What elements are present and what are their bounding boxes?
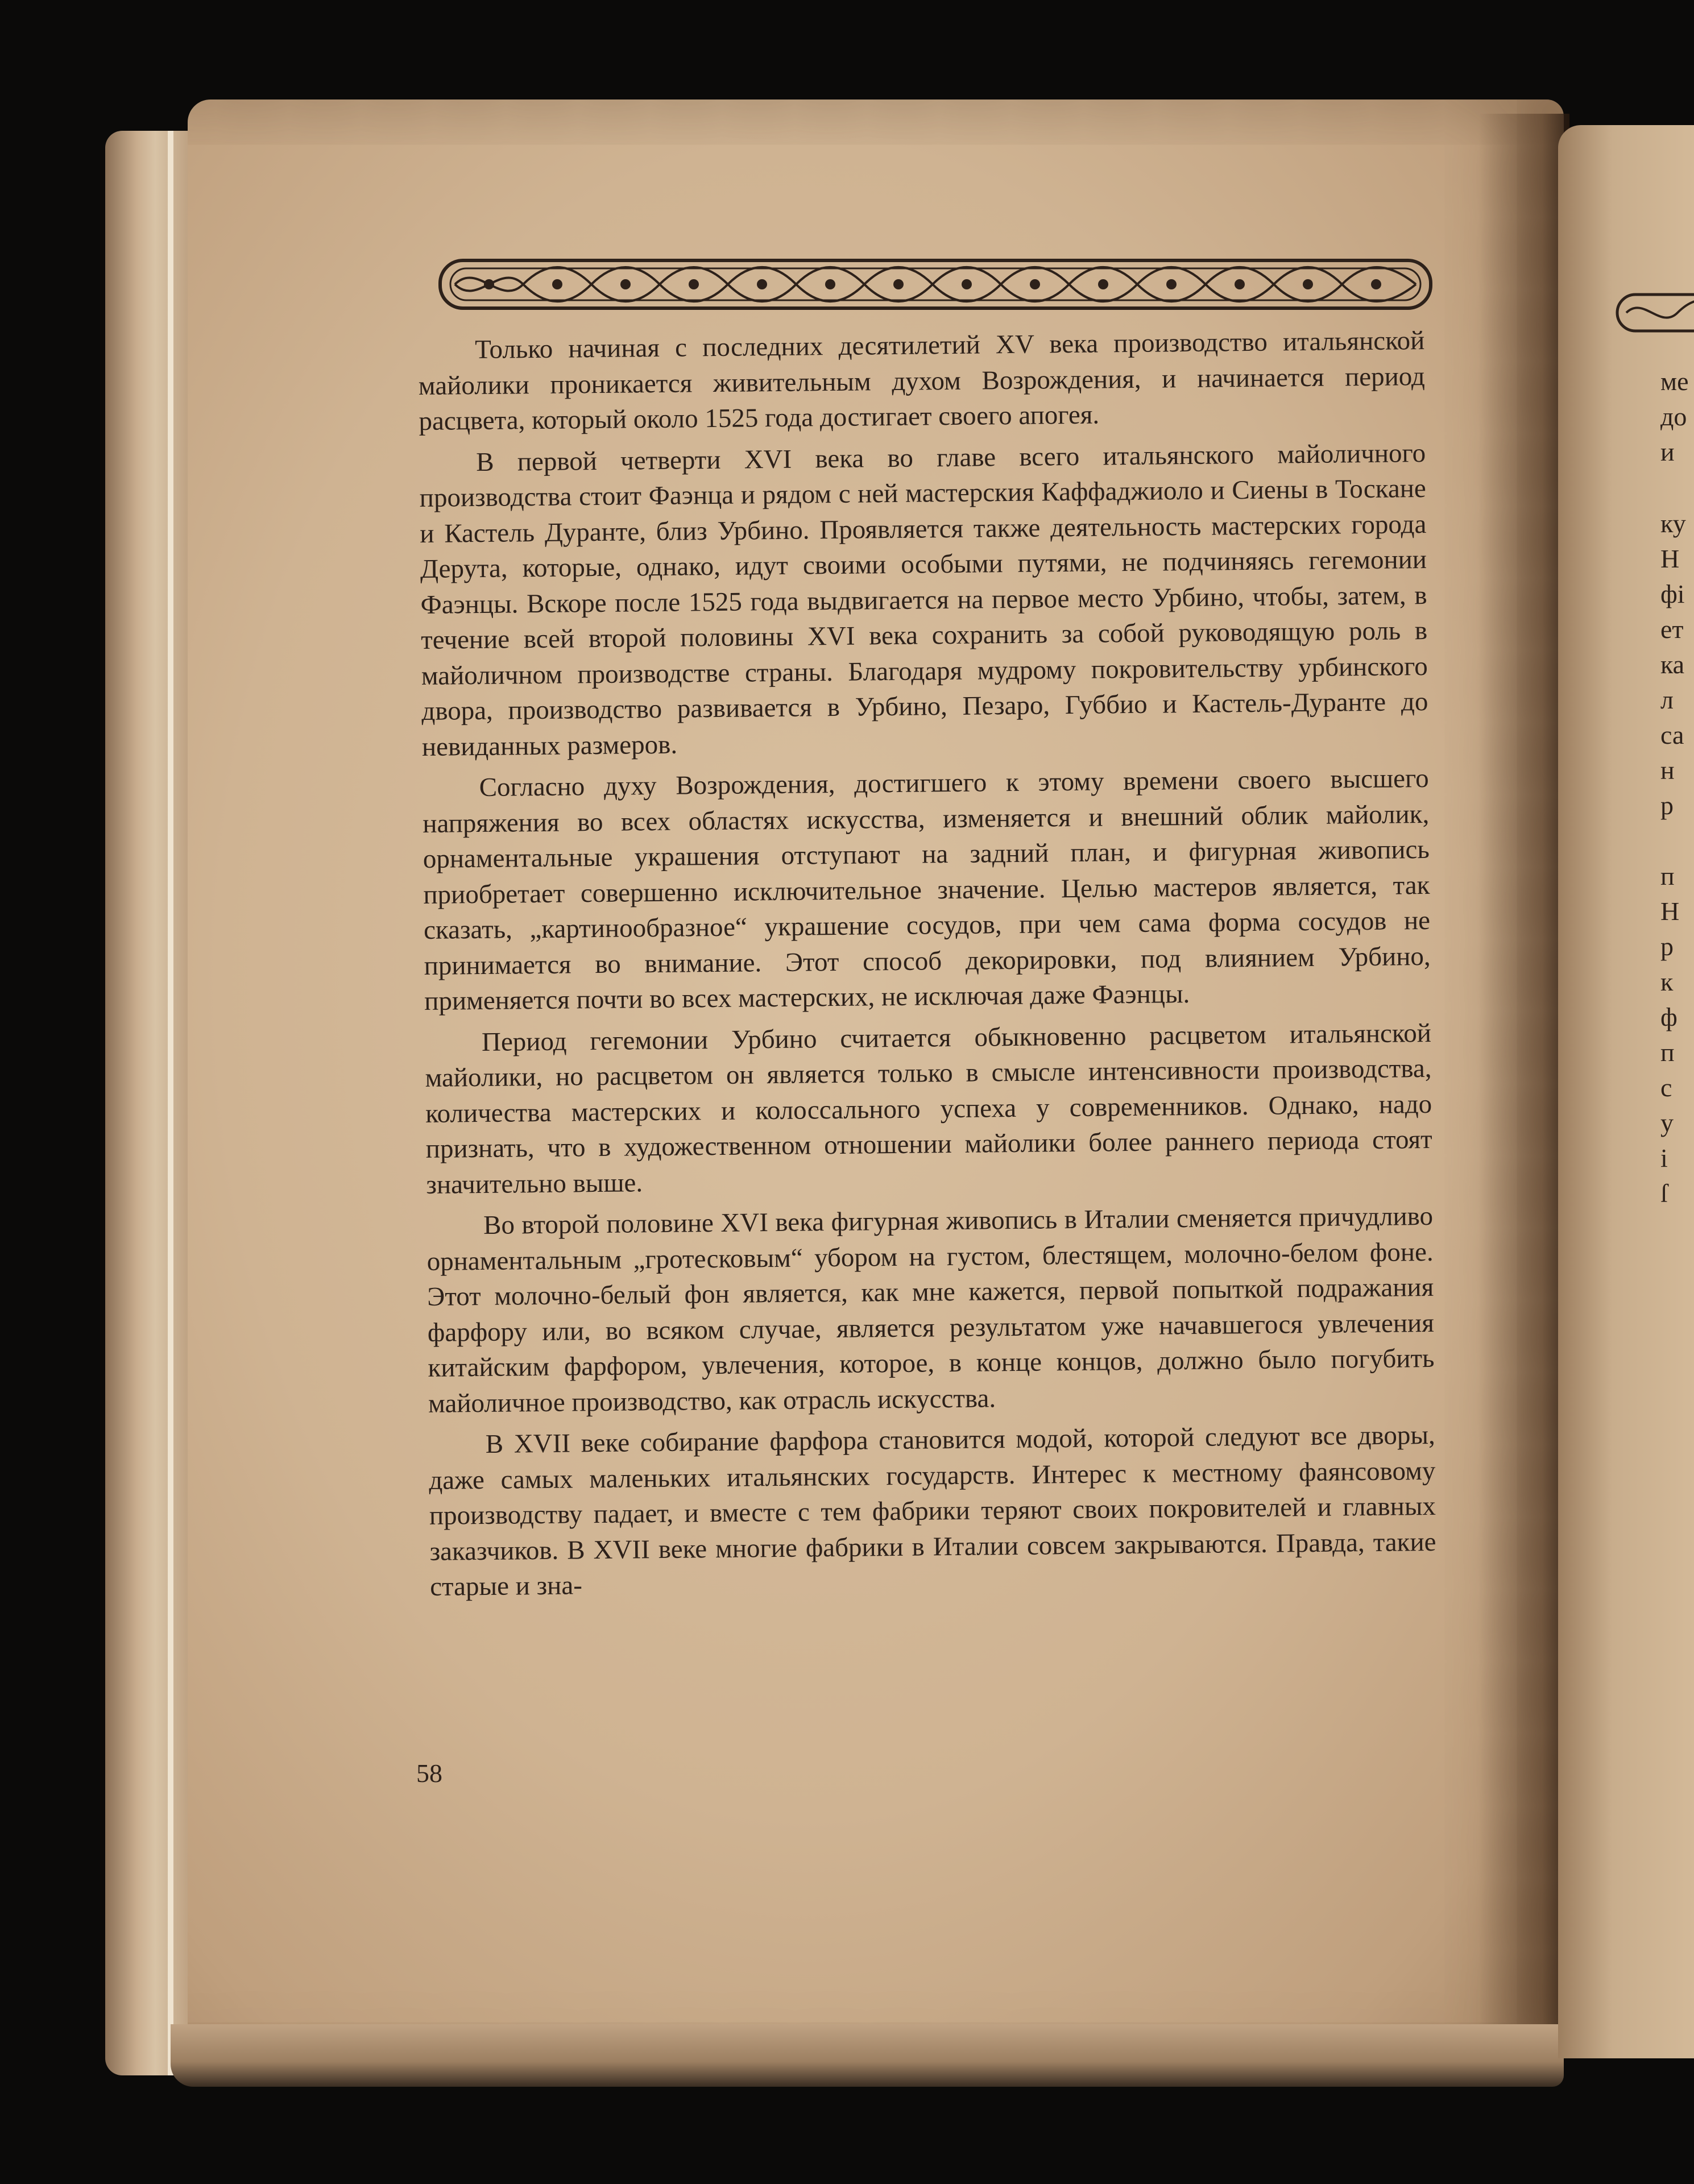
right-fragment: ф xyxy=(1660,1002,1678,1031)
paragraph: В XVII веке собирание фарфора становится модой, которой следуют все дворы, даже самых маленьких итальянских государств. Интерес к местному фаянсовому производству падает, и вместе с тем фабрики теряют своих покровителей и главных заказчиков. В XVII веке многие фабрики в Италии совсем закрываются. Правда, такие старые и зна- xyxy=(429,1420,1436,1602)
page-bottom-edge xyxy=(171,2024,1564,2087)
right-fragment: до xyxy=(1660,402,1687,431)
right-fragment: фі xyxy=(1660,579,1685,608)
right-fragment: ку xyxy=(1660,509,1686,538)
right-fragment: п xyxy=(1660,861,1675,890)
right-fragment: к xyxy=(1660,967,1674,996)
ornament-band xyxy=(438,250,1433,318)
right-fragment: ſ xyxy=(1660,1179,1668,1208)
right-fragment: р xyxy=(1660,932,1674,961)
right-fragment: Н xyxy=(1660,544,1680,573)
page-stack-edge xyxy=(105,131,196,2075)
right-fragment: с xyxy=(1660,1073,1672,1102)
right-fragment: у xyxy=(1660,1108,1674,1137)
right-fragment: н xyxy=(1660,756,1675,785)
paragraph: Период гегемонии Урбино считается обыкновенно расцветом итальянской майолики, но расцветом он является только в смысле интенсивности производства, количества мастерских и колоссального успеха у современников. Однако, надо признать, что в художественном отношении майолики более раннего периода стоят значительно выше. xyxy=(425,1018,1432,1200)
right-fragment: р xyxy=(1660,791,1674,820)
right-ornament-band xyxy=(1615,284,1694,341)
right-fragment: ме xyxy=(1660,367,1689,396)
book-gutter xyxy=(1478,114,1569,2036)
right-fragment: са xyxy=(1660,720,1684,749)
main-text xyxy=(418,323,1436,1610)
paragraph: Только начиная с последних десятилетий XV века производство итальянской майолики проникается живительным духом Возрождения, и начинается период расцвета, который около 1525 года достигает своего апогея. xyxy=(418,326,1426,436)
right-fragment: і xyxy=(1660,1143,1668,1172)
right-fragment: п xyxy=(1660,1038,1675,1067)
right-fragment: Н xyxy=(1660,897,1680,926)
paragraph: Согласно духу Возрождения, достигшего к этому времени своего высшего напряжения во всех областях искусства, изменяется и внешний облик майолик, орнаментальные украшения отступают на задний план, и фигурная живопись приобретает совершенно исключительное значение. Целью мастеров является, так сказать, „картинообразное“ украшение сосудов, при чем сама форма сосудов не принимается во внимание. Этот способ декорировки, под влиянием Урбино, применяется почти во всех мастерских, не исключая даже Фаэнцы. xyxy=(423,763,1431,1016)
right-fragment: л xyxy=(1660,685,1674,714)
paragraph: Во второй половине XVI века фигурная живопись в Италии сменяется причудливо орнаментальным „гротесковым“ убором на густом, блестящем, молочно-белом фоне. Этот молочно-белый фон является, как мне кажется, первой попыткой подражания фарфору или, во всяком случае, является результатом уже начавшегося увлечения китайским фарфором, увлечения, которое, в конце концов, должно было погубить майоличное производство, как отрасль искусства. xyxy=(426,1201,1435,1419)
right-page xyxy=(1558,125,1694,2058)
right-fragment: ка xyxy=(1660,650,1685,679)
page-number: 58 xyxy=(416,1759,442,1788)
paragraph: В первой четверти XVI века во главе всего итальянского майоличного производства стоит Фаэнца и рядом с ней мастерския Каффаджиоло и Сиены в Тоскане и Кастель Дуранте, близ Урбино. Проявляется также деятельность мастерских города Дерута, которые, однако, идут своими особыми путями, не подчиняясь гегемонии Фаэнцы. Вскоре после 1525 года выдвигается на первое место Урбино, чтобы, затем, в течение всей второй половины XVI века сохранить за собой руководящую роль в майоличном производстве страны. Благодаря мудрому покровительству урбинского двора, производство развивается в Урбино, Пезаро, Губбио и Кастель-Дуранте до невиданных размеров. xyxy=(419,438,1428,762)
right-fragment: и xyxy=(1660,437,1675,466)
right-fragment: ет xyxy=(1660,615,1684,644)
